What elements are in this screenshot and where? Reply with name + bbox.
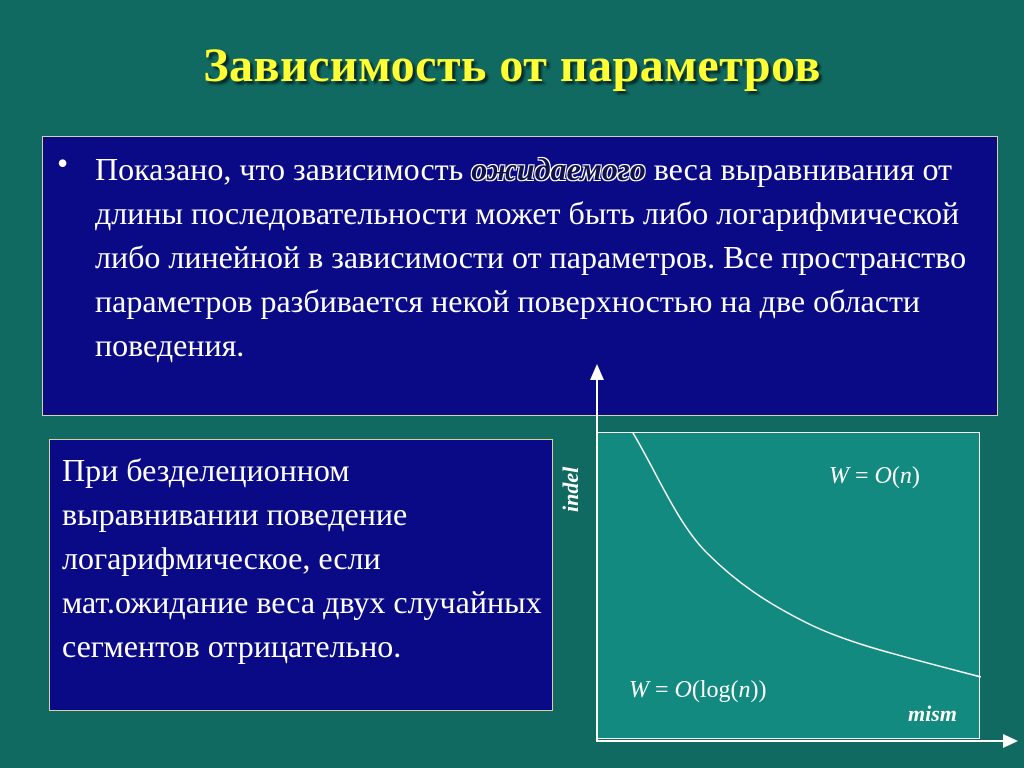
x-axis-arrowhead xyxy=(1003,734,1018,748)
lower-region-label: W = O(log(n)) xyxy=(629,677,767,703)
bullet-text-before: Показано, что зависимость xyxy=(95,151,464,187)
y-axis-label: indel xyxy=(558,466,583,512)
bullet-marker: • xyxy=(57,145,69,181)
note-text: При безделеционном выравнивании поведение логарифмическое, если мат.ожидание веса двух случайных сегментов отрицательно. xyxy=(62,452,542,664)
slide-title: Зависимость от параметров xyxy=(203,39,821,92)
x-axis-label: mism xyxy=(908,701,957,726)
y-axis-arrowhead xyxy=(590,364,604,380)
bullet-text-after: веса выравнивания от длины последовательности может быть либо логарифмической либо линейной в зависимости от параметров. Все пространство параметров разбивается некой поверхностью на две области поведения. xyxy=(95,151,967,363)
bullet-emphasis: ожидаемого xyxy=(471,151,646,187)
upper-region-label: W = O(n) xyxy=(829,463,920,489)
